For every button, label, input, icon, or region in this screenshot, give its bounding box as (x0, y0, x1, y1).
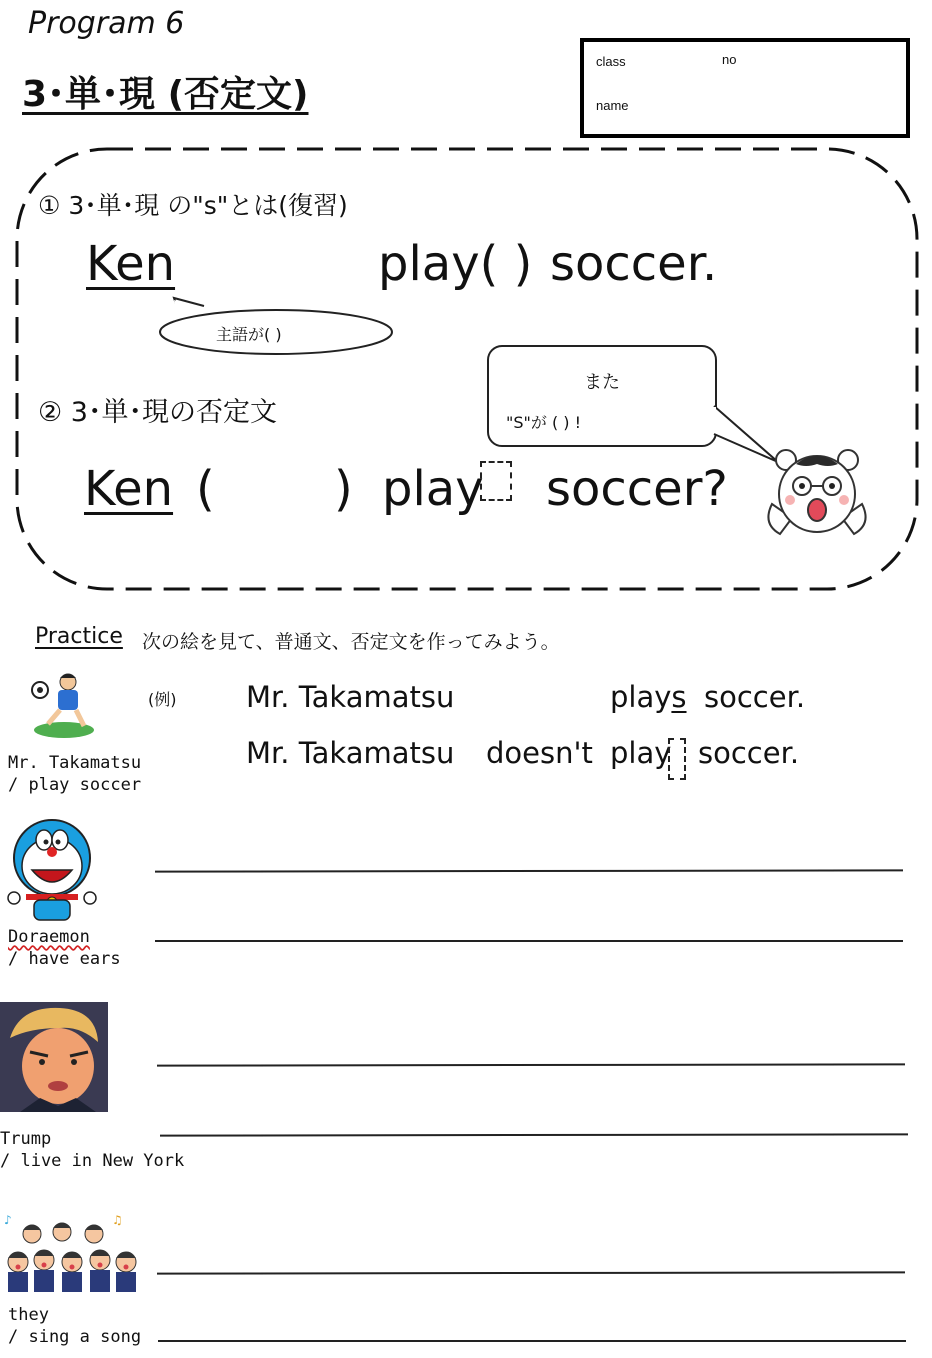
svg-text:♫: ♫ (112, 1213, 123, 1227)
class-label: class (596, 54, 626, 69)
answer-line (155, 940, 903, 942)
example2-blank-box (668, 738, 686, 780)
example1-subject: Mr. Takamatsu (246, 680, 455, 714)
name-label: name (596, 98, 629, 113)
answer-line (158, 1340, 906, 1342)
page-title: 3･単･現 (否定文) (22, 74, 309, 115)
program-number: Program 6 (28, 6, 185, 41)
student-info-box (580, 38, 910, 138)
person-portrait-icon (0, 1002, 108, 1112)
item4-task: / sing a song (8, 1327, 142, 1347)
answer-line (157, 1063, 905, 1066)
svg-text:♪: ♪ (4, 1213, 12, 1227)
item3-name: Trump (0, 1129, 52, 1149)
example1-verb-suffix: s (671, 680, 687, 714)
example-label: (例) (148, 690, 177, 709)
sentence1-object: soccer. (550, 236, 718, 292)
bubble2-line2: "S"が ( ) ! (506, 413, 582, 432)
answer-line (155, 869, 903, 872)
soccer-player-icon (28, 670, 98, 740)
item1-task: / play soccer (8, 775, 142, 795)
answer-line (160, 1133, 908, 1136)
section1-title: ① 3･単･現 の"s"とは(復習) (38, 191, 348, 220)
section2-title: ② 3･単･現の否定文 (38, 397, 277, 428)
bubble2-line1: また (584, 372, 620, 393)
sentence2-verb: play (382, 461, 484, 517)
example2-verb: play (610, 736, 672, 770)
bear-icon (762, 444, 872, 540)
sentence2-subject: Ken (84, 461, 174, 517)
sentence1-verb: play( ) (378, 236, 533, 292)
bubble1-text: 主語が( ) (216, 325, 282, 344)
sentence2-object: soccer? (546, 461, 728, 517)
example1-object: soccer. (704, 680, 806, 714)
example1-verb (610, 680, 687, 714)
practice-label: Practice (35, 624, 123, 649)
item2-name: Doraemon (8, 927, 90, 947)
item4-name: they (8, 1305, 49, 1325)
singing-group-icon (0, 1212, 140, 1292)
speech-bubble-2 (486, 344, 786, 468)
item1-name: Mr. Takamatsu (8, 753, 142, 773)
sentence1-subject: Ken (86, 236, 176, 292)
answer-line (157, 1271, 905, 1274)
robot-cat-icon (6, 818, 98, 924)
example2-object: soccer. (698, 736, 800, 770)
sentence2-close-paren: ) (334, 461, 353, 517)
example1-verb-base: play (610, 680, 672, 714)
sentence2-open-paren: ( (196, 461, 215, 517)
example2-subject: Mr. Takamatsu (246, 736, 455, 770)
example2-aux: doesn't (486, 736, 593, 770)
no-label: no (722, 52, 737, 67)
item2-task: / have ears (8, 949, 121, 969)
item3-task: / live in New York (0, 1151, 185, 1171)
practice-instruction: 次の絵を見て、普通文、否定文を作ってみよう。 (142, 631, 560, 653)
